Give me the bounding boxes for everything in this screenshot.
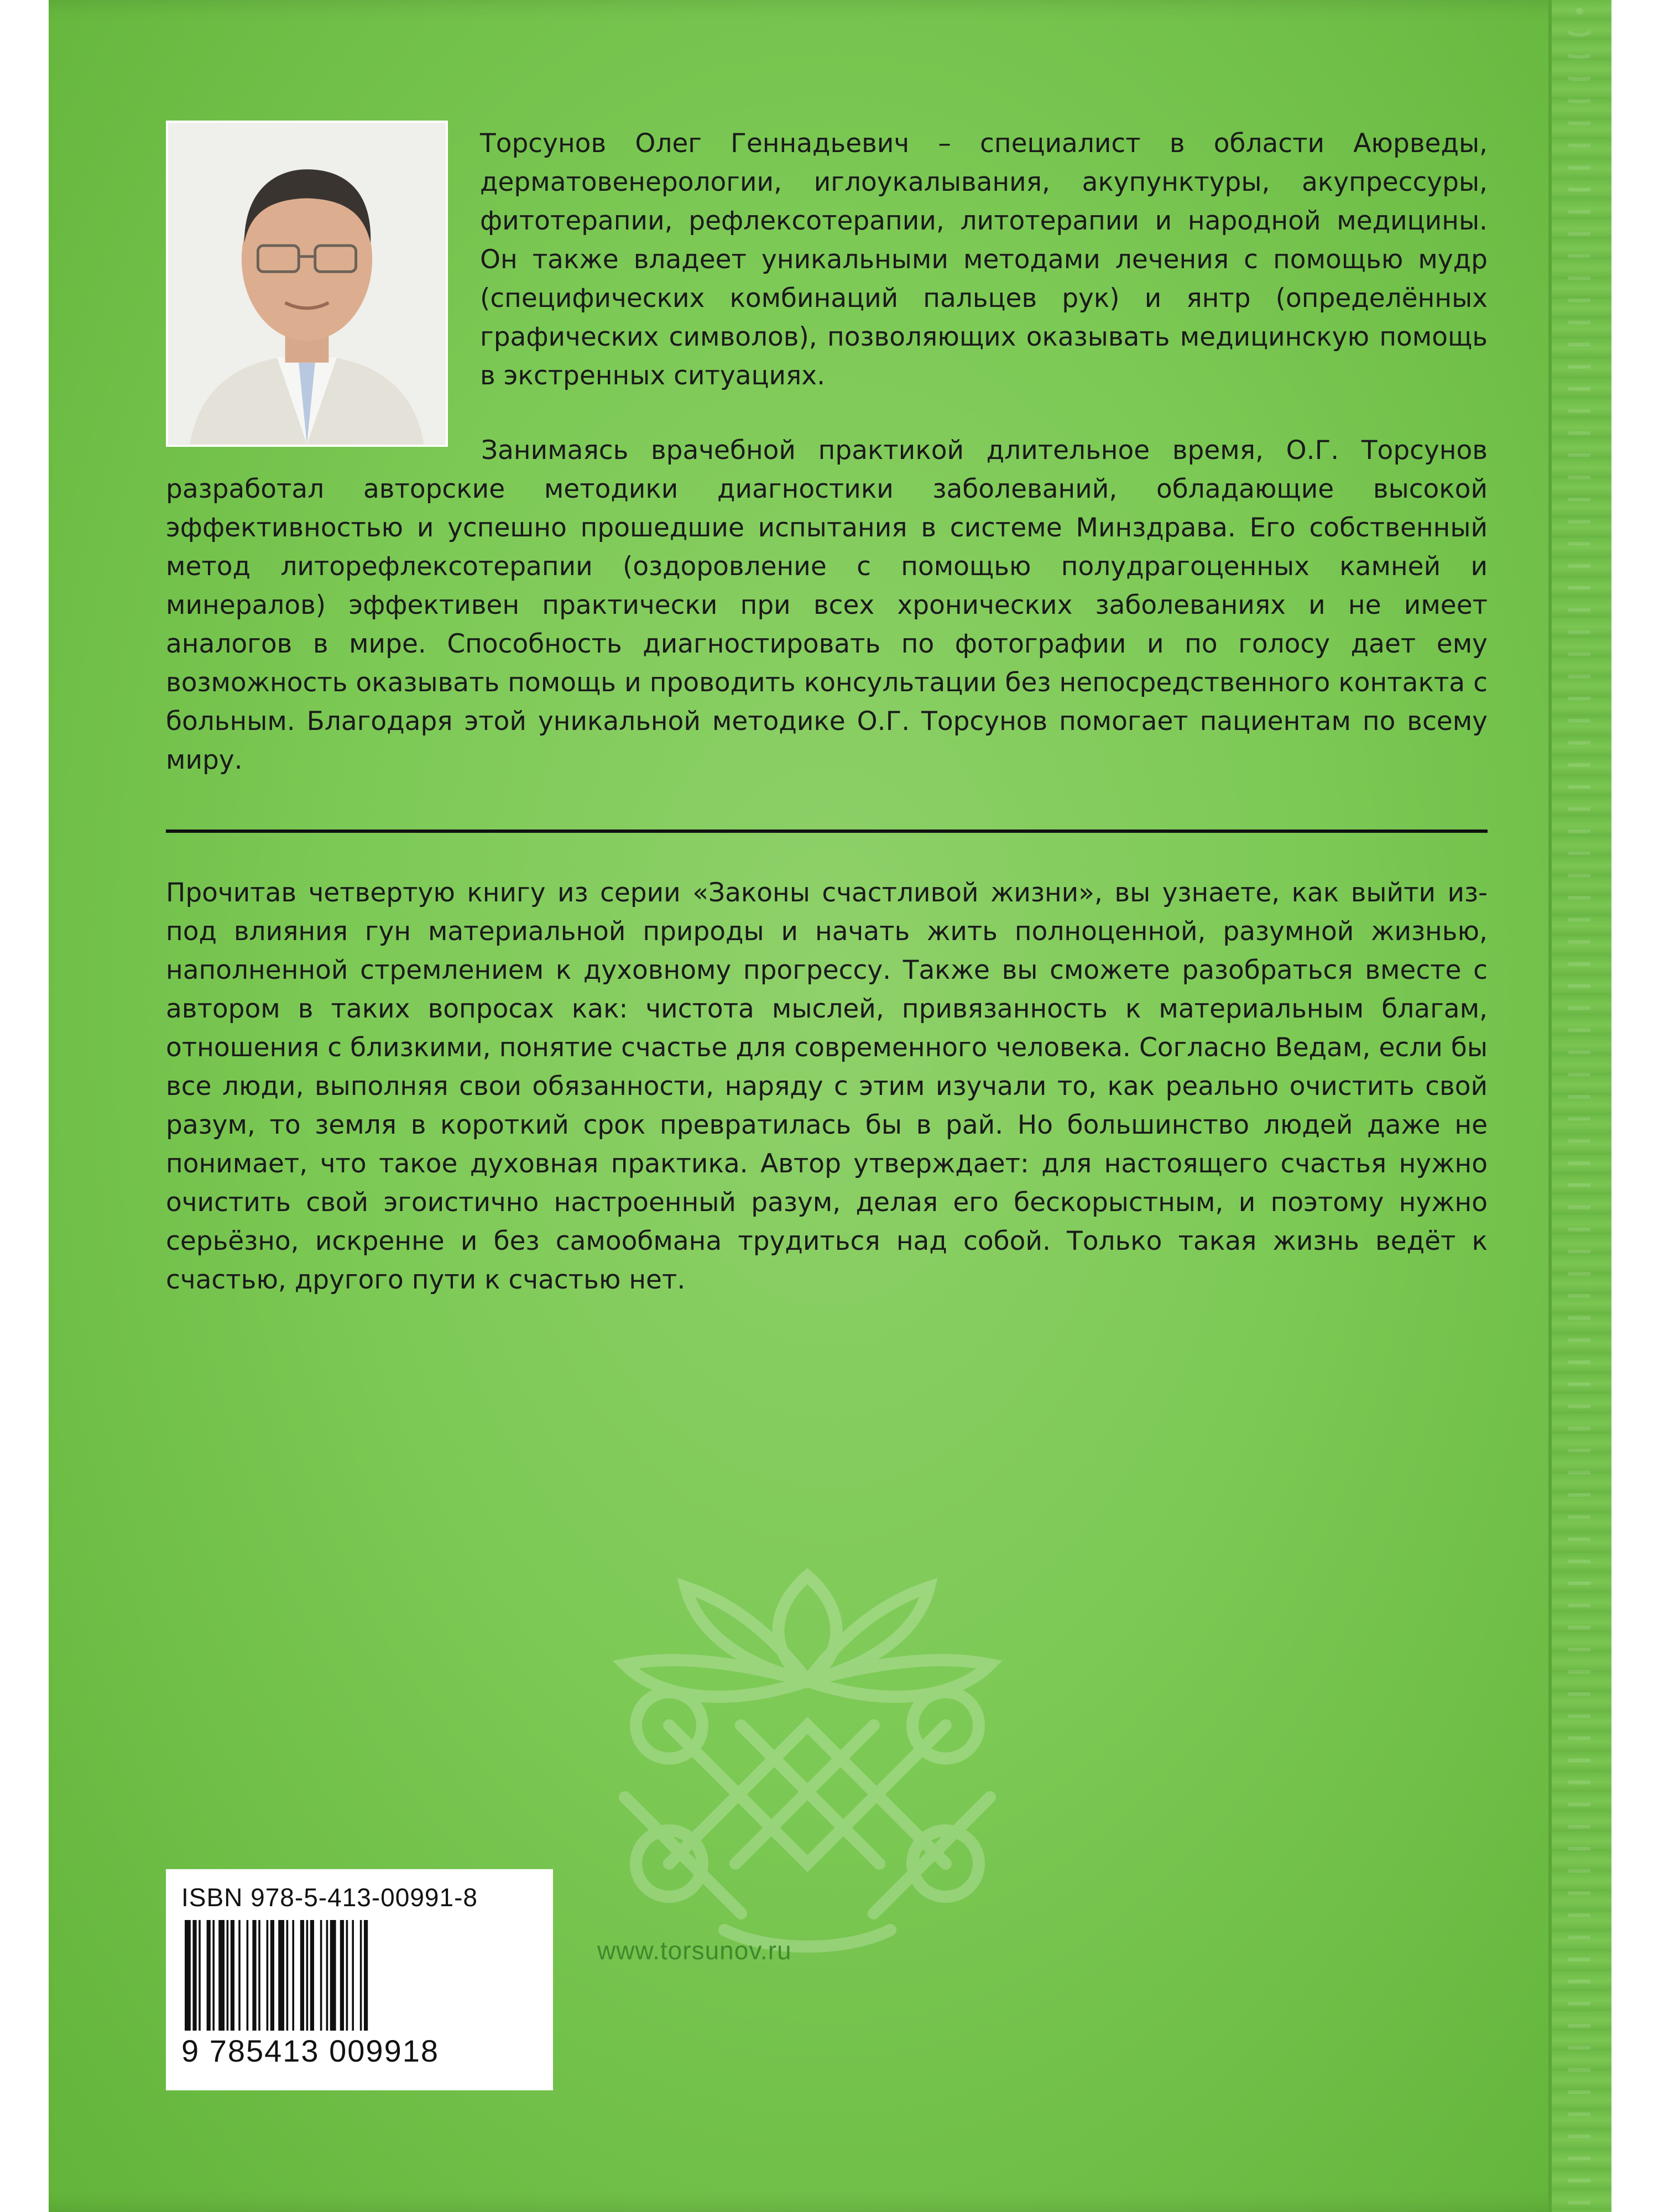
author-bio-paragraph-2: Занимаясь врачебной практикой длительное время, О.Г. Торсунов разработал авторские методики диагностики заболеваний, обладающие высокой эффективностью и успешно прошедшие испытания в системе Минздрава. Его собственный метод литорефлексотерапии (оздоровление с помощью полудрагоценных камней и минералов) эффективен практически при всех хронических заболеваниях и не имеет аналогов в мире. Способность диагностировать по фотографии и по голосу дает ему возможность оказывать помощь и проводить консультации без непосредственного контакта с больным. Благодаря этой уникальной методике О.Г. Торсунов помогает пациентам по всему миру. — [166, 435, 1488, 775]
isbn-label: ISBN 978-5-413-00991-8 — [181, 1883, 478, 1912]
barcode-block — [166, 1869, 553, 2090]
barcode-number: 9 785413 009918 — [181, 2033, 439, 2068]
spine-edge — [1548, 0, 1611, 2212]
section-divider — [166, 830, 1488, 833]
barcode-icon — [181, 1920, 535, 2031]
book-description: Прочитав четвертую книгу из серии «Законы счастливой жизни», вы узнаете, как выйти из-под влияния гун материальной природы и начать жить полноценной, разумной жизнью, наполненной стремлением к духовному прогрессу. Также вы сможете разобраться вместе с автором в таких вопросах как: чистота мыслей, привязанность к материальным благам, отношения с близкими, понятие счастье для современного человека. Согласно Ведам, если бы все люди, выполняя свои обязанности, наряду с этим изучали то, как реально очистить свой разум, то земля в короткий срок превратилась бы в рай. Но большинство людей даже не понимает, что такое духовная практика. Автор утверждает: для настоящего счастья нужно очистить свой эгоистично настроенный разум, делая его бескорыстным, и поэтому нужно серьёзно, искренне и без самообмана трудиться над собой. Только такая жизнь ведёт к счастью, другого пути к счастью нет. — [166, 878, 1488, 1295]
floral-ornament-icon — [559, 1543, 1056, 1963]
website-url: www.torsunov.ru — [597, 1936, 792, 1965]
author-bio-paragraph-1: Торсунов Олег Геннадьевич – специалист в области Аюрведы, дерматовенерологии, иглоукалывания, акупунктуры, акупрессуры, фитотерапии, рефлексотерапии, литотерапии и народной медицины. Он также владеет уникальными методами лечения с помощью мудр (специфических комбинаций пальцев рук) и янтр (определённых графических символов), позволяющих оказывать медицинскую помощь в экстренных ситуациях. — [480, 128, 1488, 391]
author-portrait-icon — [168, 123, 446, 445]
author-photo — [166, 121, 448, 447]
